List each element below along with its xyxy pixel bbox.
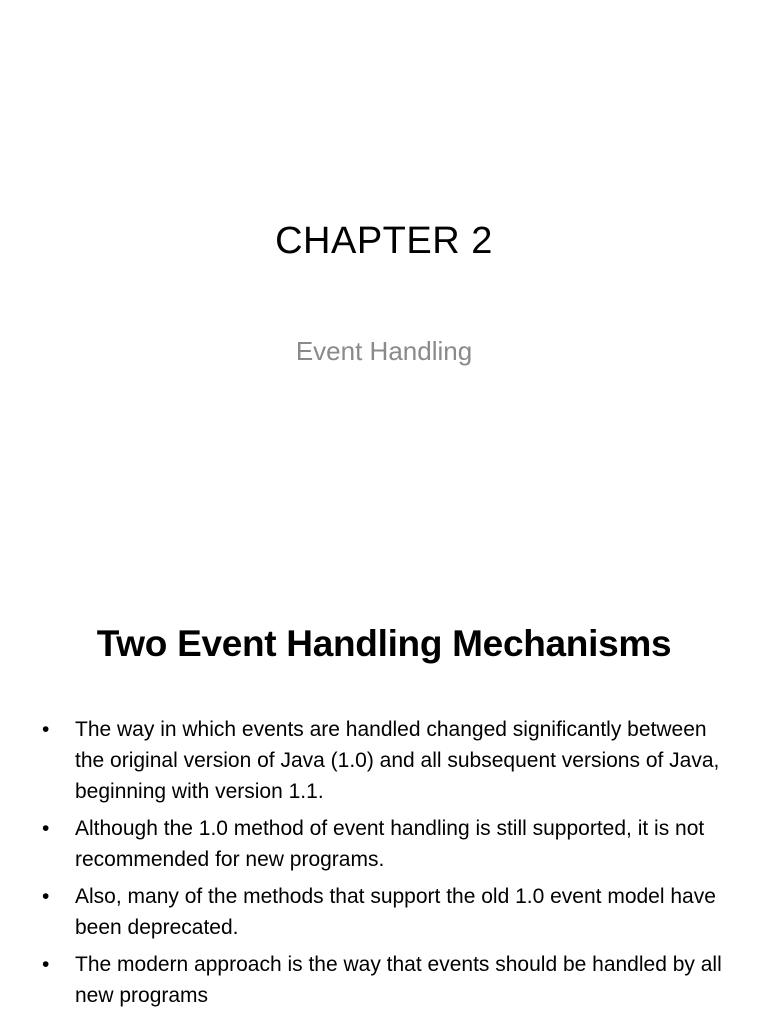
bullet-text: Also, many of the methods that support the old 1.0 event model have been deprecated. xyxy=(75,885,716,939)
bullet-icon: • xyxy=(42,718,50,741)
chapter-title: CHAPTER 2 xyxy=(275,220,493,262)
bullet-icon: • xyxy=(42,817,50,840)
bullet-list xyxy=(42,714,732,1017)
content-slide xyxy=(0,576,768,1024)
bullet-text: The modern approach is the way that events should be handled by all new programs xyxy=(75,953,722,1007)
bullet-icon: • xyxy=(42,885,50,908)
chapter-subtitle: Event Handling xyxy=(295,336,473,366)
bullet-text: Although the 1.0 method of event handling is still supported, it is not recommended for new programs. xyxy=(75,817,705,871)
bullet-item xyxy=(42,714,732,807)
bullet-icon: • xyxy=(42,953,50,976)
bullet-item xyxy=(42,949,732,1011)
bullet-item xyxy=(42,881,732,943)
slide-heading: Two Event Handling Mechanisms xyxy=(96,623,672,664)
bullet-text: The way in which events are handled changed significantly between the original version of Java (1.0) and all subsequent versions of Java, beginning with version 1.1. xyxy=(75,718,720,803)
bullet-item xyxy=(42,813,732,875)
